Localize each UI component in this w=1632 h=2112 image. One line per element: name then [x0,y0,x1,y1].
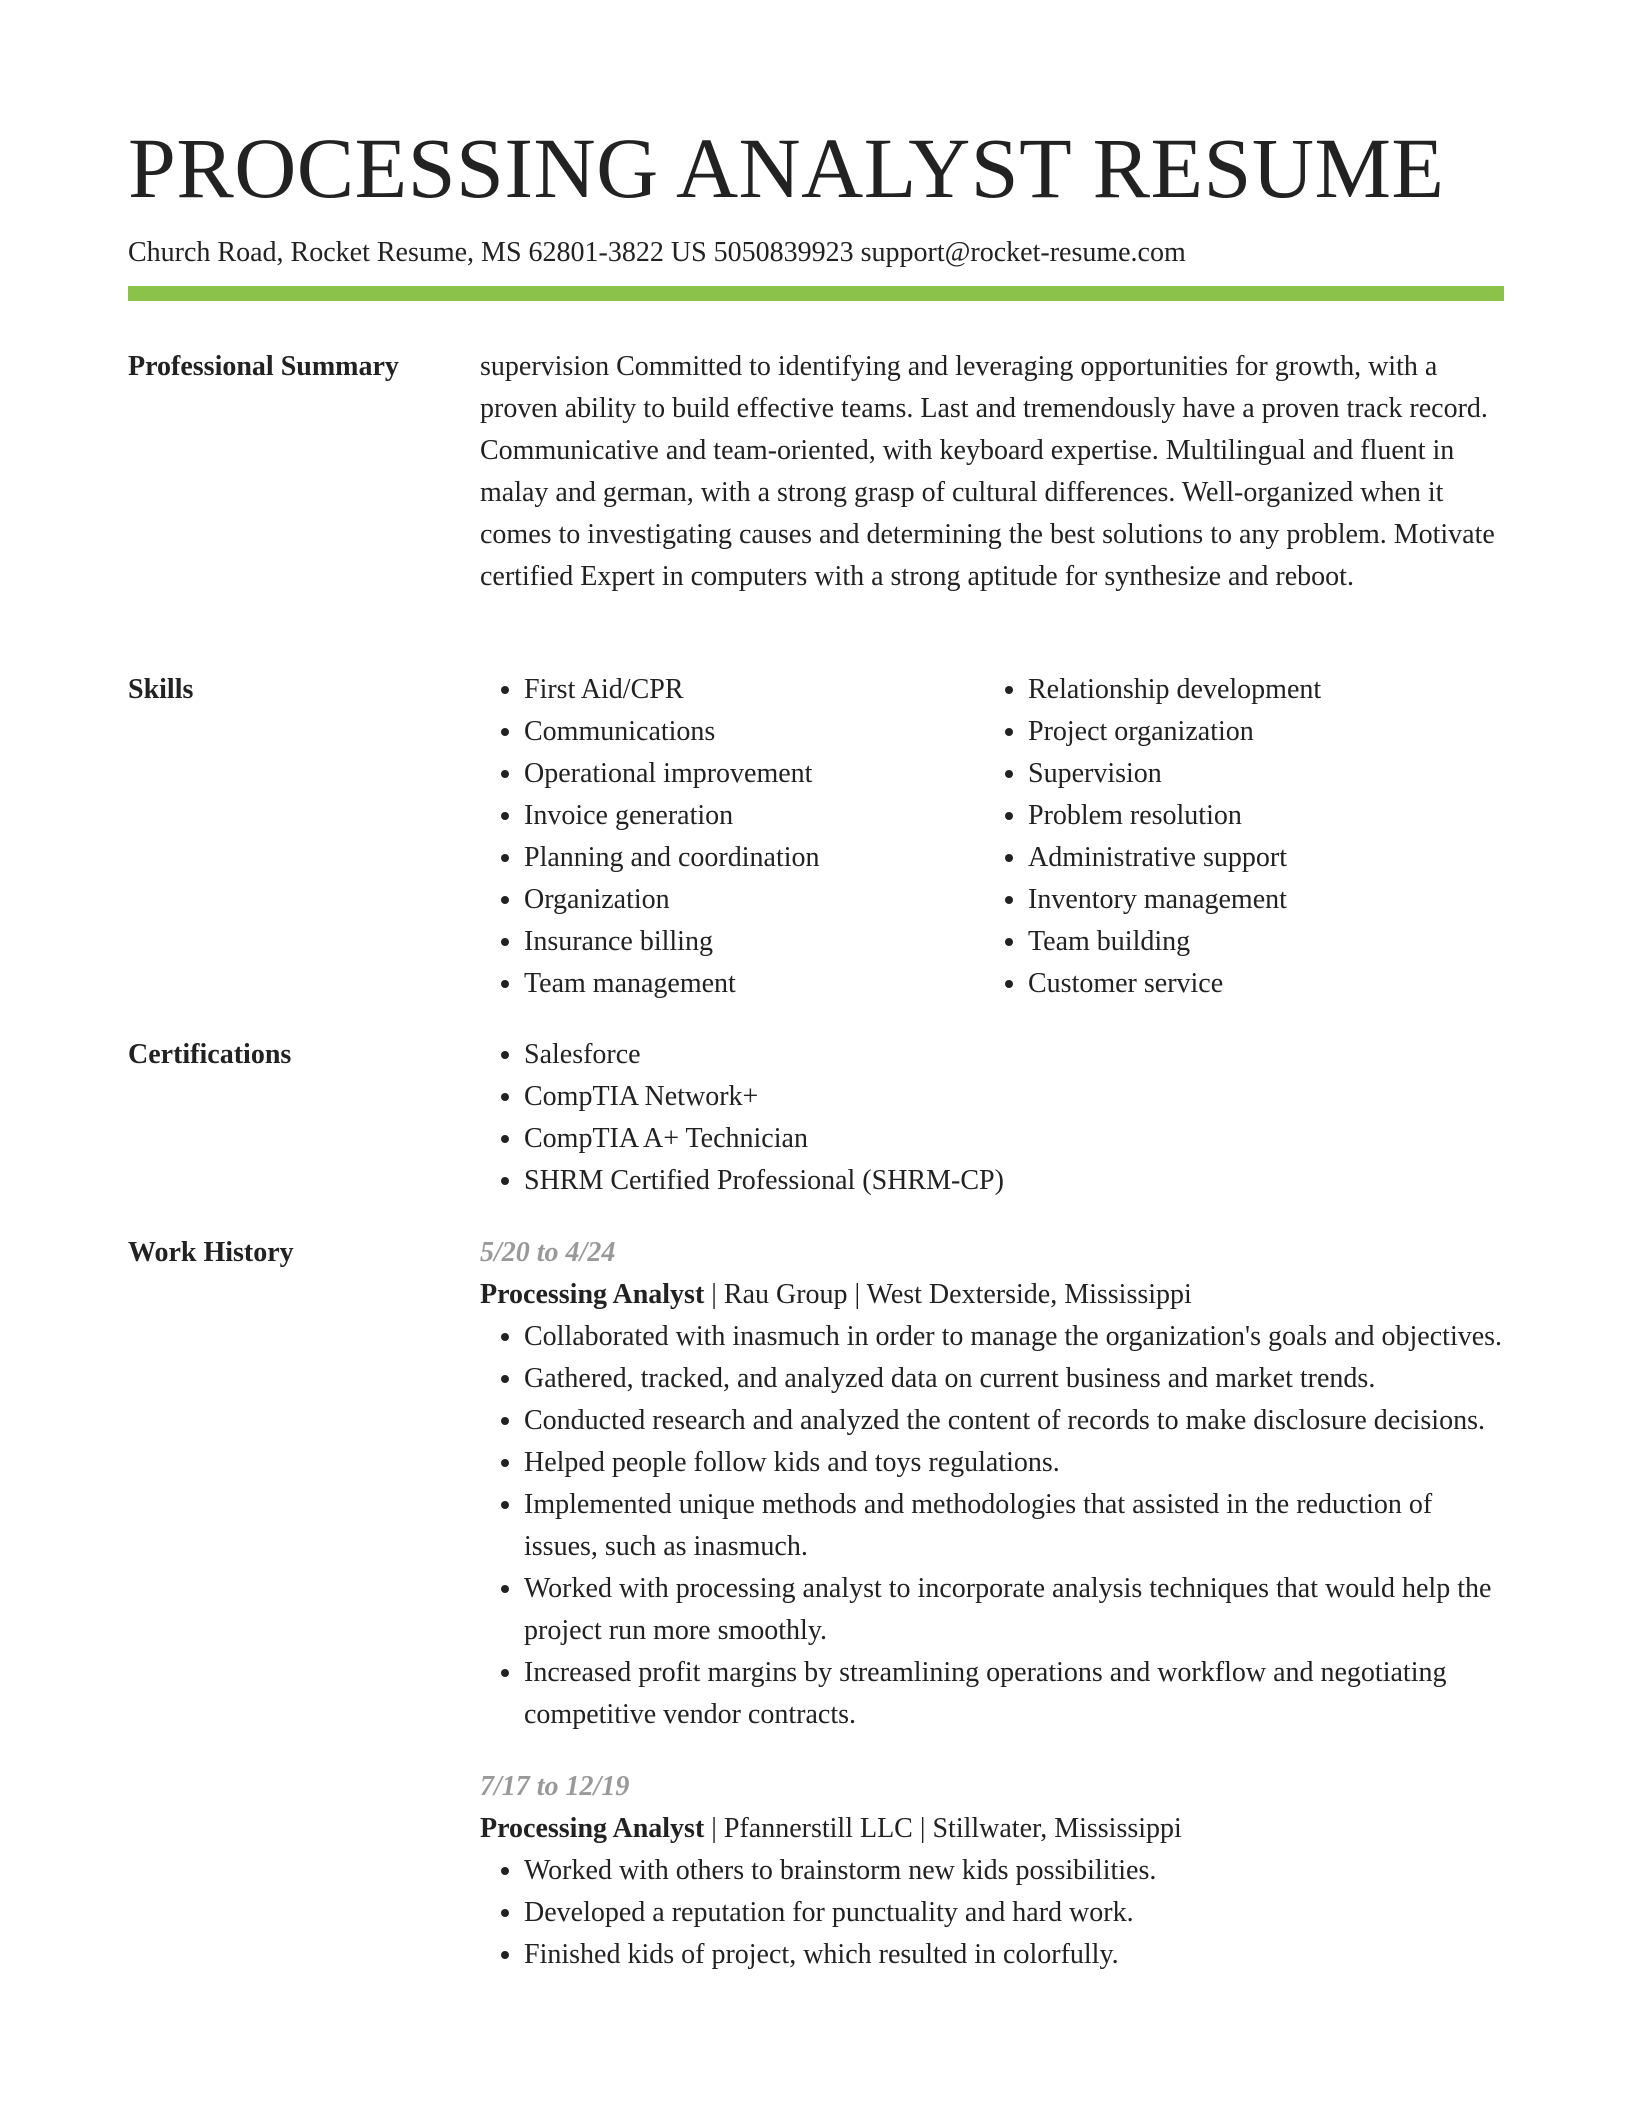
summary-text: supervision Committed to identifying and leveraging opportunities for growth, with a proven ability to build effective teams. Last and tremendously have a proven track record. Communicative and team-oriented, with keyboard expertise. Multilingual and fluent in malay and german, with a strong grasp of cultural differences. Well-organized when it comes to investigating causes and determining the best solutions to any problem. Motivate certified Expert in computers with a strong aptitude for synthesize and reboot. [480,351,1495,592]
certification-item: • CompTIA A+ Technician [524,1118,1504,1160]
skill-item: • Customer service [1028,963,1488,1005]
certification-item: • CompTIA Network+ [524,1076,1504,1118]
job-bullet: • Worked with processing analyst to incorporate analysis techniques that would help the project run more smoothly. [524,1568,1504,1652]
job-bullet: • Collaborated with inasmuch in order to manage the organization's goals and objectives. [524,1316,1504,1358]
job-dates: 7/17 to 12/19 [480,1771,630,1802]
job-bullet: • Helped people follow kids and toys regulations. [524,1442,1504,1484]
job-entry [480,1232,1504,1736]
summary-body [480,346,1504,598]
skill-item: • Insurance billing [524,921,984,963]
job-company-location: | Rau Group | West Dexterside, Mississippi [704,1279,1192,1310]
job-bullet: • Conducted research and analyzed the content of records to make disclosure decisions. [524,1400,1504,1442]
job-bullet: • Gathered, tracked, and analyzed data on current business and market trends. [524,1358,1504,1400]
skill-item: • Planning and coordination [524,837,984,879]
skill-item: • First Aid/CPR [524,669,984,711]
job-entry [480,1766,1504,1976]
accent-divider [128,286,1504,301]
skills-column-left [480,669,984,1005]
skill-item: • Relationship development [1028,669,1488,711]
job-bullets [480,1850,1504,1976]
job-bullet: • Implemented unique methods and methodologies that assisted in the reduction of issues, such as inasmuch. [524,1484,1504,1568]
skill-item: • Problem resolution [1028,795,1488,837]
resume-header [128,118,1504,270]
summary-label: Professional Summary [128,351,399,382]
skill-item: • Team building [1028,921,1488,963]
work-history-label: Work History [128,1237,294,1268]
certifications-label: Certifications [128,1039,292,1070]
job-bullet: • Worked with others to brainstorm new kids possibilities. [524,1850,1504,1892]
skills-column-right [984,669,1488,1005]
job-company-location: | Pfannerstill LLC | Stillwater, Mississippi [704,1813,1182,1844]
skill-item: • Inventory management [1028,879,1488,921]
certifications-body [480,1034,1504,1202]
skill-item: • Communications [524,711,984,753]
skill-item: • Organization [524,879,984,921]
job-title: Processing Analyst [480,1813,705,1844]
certification-item: • SHRM Certified Professional (SHRM-CP) [524,1160,1504,1202]
job-bullet: • Increased profit margins by streamlining operations and workflow and negotiating competitive vendor contracts. [524,1652,1504,1736]
job-dates: 5/20 to 4/24 [480,1237,616,1268]
skills-label: Skills [128,674,194,705]
skill-item: • Invoice generation [524,795,984,837]
skills-body [480,669,1504,1005]
skill-item: • Supervision [1028,753,1488,795]
job-bullets [480,1316,1504,1736]
job-heading [480,1274,1504,1316]
work-history-body [480,1232,1504,2006]
skill-item: • Team management [524,963,984,1005]
job-bullet: • Finished kids of project, which resulted in colorfully. [524,1934,1504,1976]
skill-item: • Project organization [1028,711,1488,753]
job-heading [480,1808,1504,1850]
certification-item: • Salesforce [524,1034,1504,1076]
resume-title: PROCESSING ANALYST RESUME [128,120,1445,216]
job-title: Processing Analyst [480,1279,705,1310]
skill-item: • Administrative support [1028,837,1488,879]
contact-line: Church Road, Rocket Resume, MS 62801-3822 US 5050839923 support@rocket-resume.com [128,237,1186,268]
skill-item: • Operational improvement [524,753,984,795]
job-bullet: • Developed a reputation for punctuality and hard work. [524,1892,1504,1934]
